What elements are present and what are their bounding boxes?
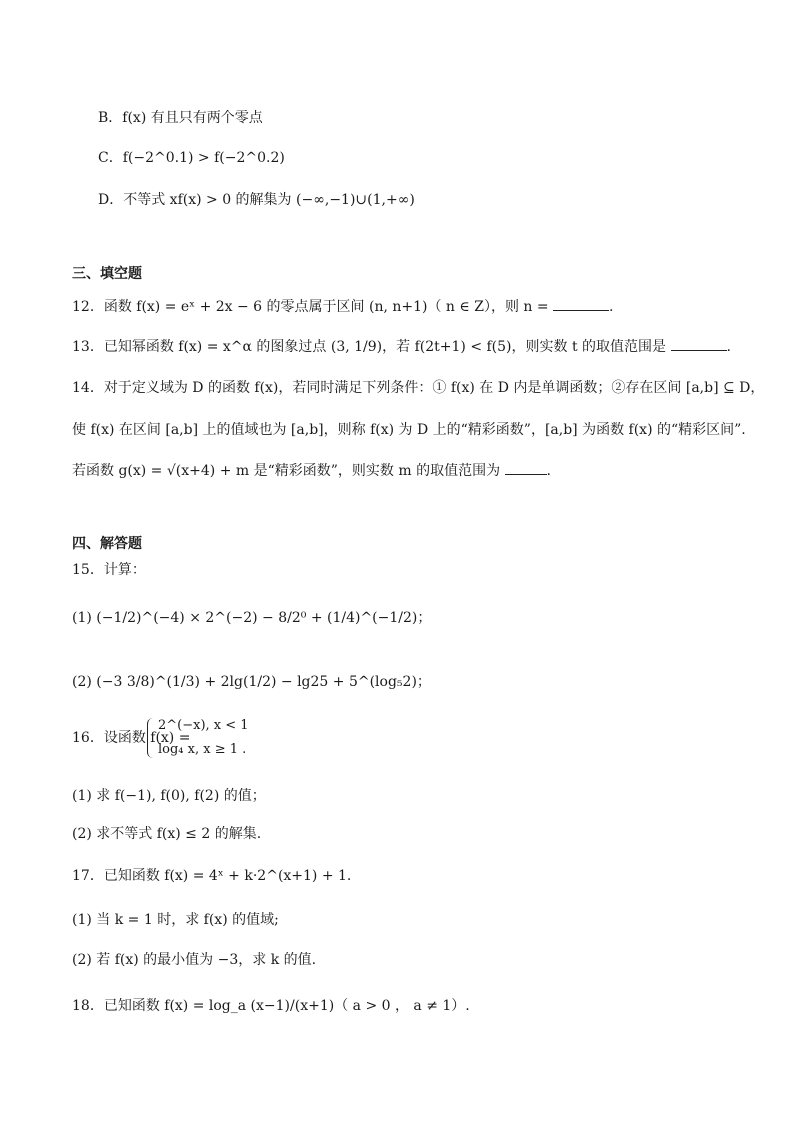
question-14-line-2: 使 f(x) 在区间 [a,b] 上的值域也为 [a,b]，则称 f(x) 为 D 上的“精彩函数”，[a,b] 为函数 f(x) 的“精彩区间”. — [72, 422, 746, 438]
question-16-part-1: (1) 求 f(−1), f(0), f(2) 的值； — [72, 788, 266, 804]
option-b: B．f(x) 有且只有两个零点 — [98, 110, 263, 126]
section-4-heading: 四、解答题 — [72, 536, 142, 552]
answer-blank — [671, 336, 727, 351]
question-13: 13．已知幂函数 f(x) = x^α 的图象过点 (3, 1/9)，若 f(2t+1) < f(5)，则实数 t 的取值范围是 . — [72, 336, 731, 357]
option-c: C．f(−2^0.1) > f(−2^0.2) — [98, 150, 285, 166]
question-16-part-2: (2) 求不等式 f(x) ≤ 2 的解集. — [72, 826, 262, 842]
question-17-part-1: (1) 当 k = 1 时，求 f(x) 的值域; — [72, 912, 279, 928]
question-15-part-1: (1) (−1/2)^(−4) × 2^(−2) − 8/2⁰ + (1/4)^(−1/2)； — [72, 610, 432, 626]
answer-blank — [505, 460, 547, 475]
question-16: 16．设函数 f(x) = — [72, 730, 191, 746]
question-16-case-1: 2^(−x), x < 1 — [158, 718, 249, 733]
question-14-text: 若函数 g(x) = √(x+4) + m 是“精彩函数”，则实数 m 的取值范围为 — [72, 463, 501, 479]
question-15: 15．计算： — [72, 562, 146, 578]
question-18: 18．已知函数 f(x) = log_a (x−1)/(x+1)（ a > 0 ， a ≠ 1）. — [72, 998, 470, 1014]
question-17-part-2: (2) 若 f(x) 的最小值为 −3，求 k 的值. — [72, 952, 317, 968]
question-15-part-2: (2) (−3 3/8)^(1/3) + 2lg(1/2) − lg25 + 5^(log₅2)； — [72, 674, 431, 690]
question-16-case-2: log₄ x, x ≥ 1 . — [158, 742, 247, 757]
answer-blank — [553, 296, 609, 311]
question-12: 12．函数 f(x) = eˣ + 2x − 6 的零点属于区间 (n, n+1)（ n ∈ Z），则 n = . — [72, 296, 614, 317]
question-14-line-3: 若函数 g(x) = √(x+4) + m 是“精彩函数”，则实数 m 的取值范围为 . — [72, 460, 551, 481]
question-13-text: 13．已知幂函数 f(x) = x^α 的图象过点 (3, 1/9)，若 f(2t+1) < f(5)，则实数 t 的取值范围是 — [72, 339, 667, 355]
question-17: 17．已知函数 f(x) = 4ˣ + k·2^(x+1) + 1. — [72, 868, 352, 884]
question-12-text: 12．函数 f(x) = eˣ + 2x − 6 的零点属于区间 (n, n+1)（ n ∈ Z），则 n = — [72, 299, 549, 315]
question-14-line-1: 14．对于定义域为 D 的函数 f(x)，若同时满足下列条件：① f(x) 在 D 内是单调函数；②存在区间 [a,b] ⊆ D， — [72, 380, 765, 396]
piecewise-brace — [147, 718, 156, 758]
option-d: D．不等式 xf(x) > 0 的解集为 (−∞,−1)∪(1,+∞) — [98, 192, 415, 208]
section-3-heading: 三、填空题 — [72, 266, 142, 282]
